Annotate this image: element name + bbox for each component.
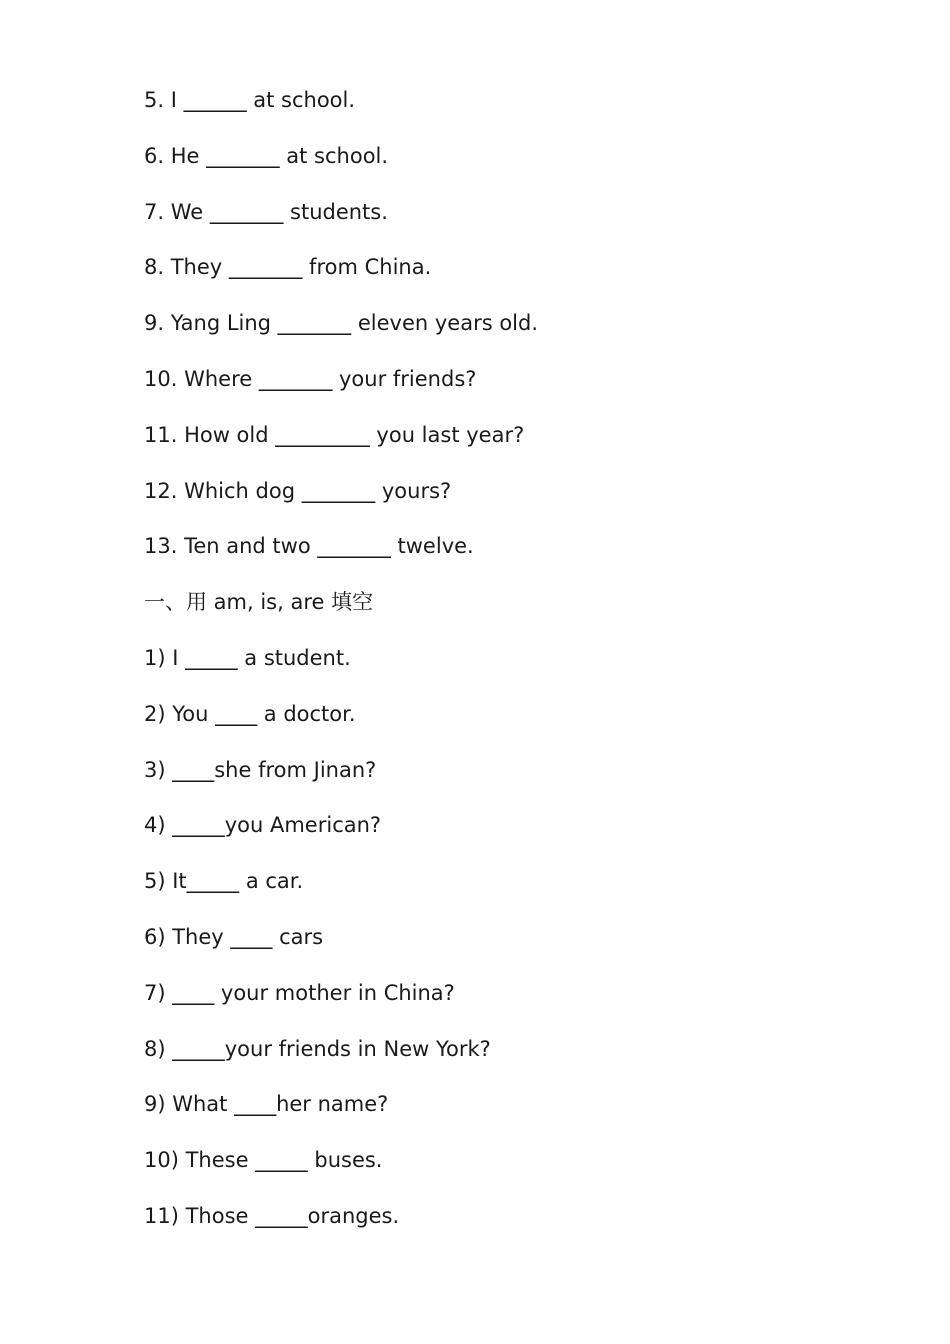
exercise-line: 9. Yang Ling _______ eleven years old. [144,311,539,336]
exercise-line: 2) You ____ a doctor. [144,701,356,726]
exercise-line: 6. He _______ at school. [144,143,389,168]
exercise-line: 13. Ten and two _______ twelve. [144,534,474,559]
exercise-line: 9) What ____her name? [144,1092,389,1117]
exercise-line: 6) They ____ cars [144,924,324,949]
exercise-line: 5) It_____ a car. [144,869,304,894]
exercise-line: 3) ____she from Jinan? [144,757,377,782]
section-heading: 一、用 am, is, are 填空 [144,590,374,615]
exercise-line: 8. They _______ from China. [144,255,432,280]
exercise-line: 11) Those _____oranges. [144,1203,400,1228]
exercise-line: 8) _____your friends in New York? [144,1036,491,1061]
exercise-line: 10. Where _______ your friends? [144,366,477,391]
exercise-line: 4) _____you American? [144,813,382,838]
exercise-line: 7) ____ your mother in China? [144,980,455,1005]
exercise-list [144,84,538,1256]
exercise-line: 12. Which dog _______ yours? [144,478,452,503]
exercise-line: 11. How old _________ you last year? [144,422,525,447]
exercise-line: 10) These _____ buses. [144,1148,383,1173]
exercise-line: 5. I ______ at school. [144,88,356,112]
exercise-line: 1) I _____ a student. [144,645,351,670]
exercise-line: 7. We _______ students. [144,199,388,224]
